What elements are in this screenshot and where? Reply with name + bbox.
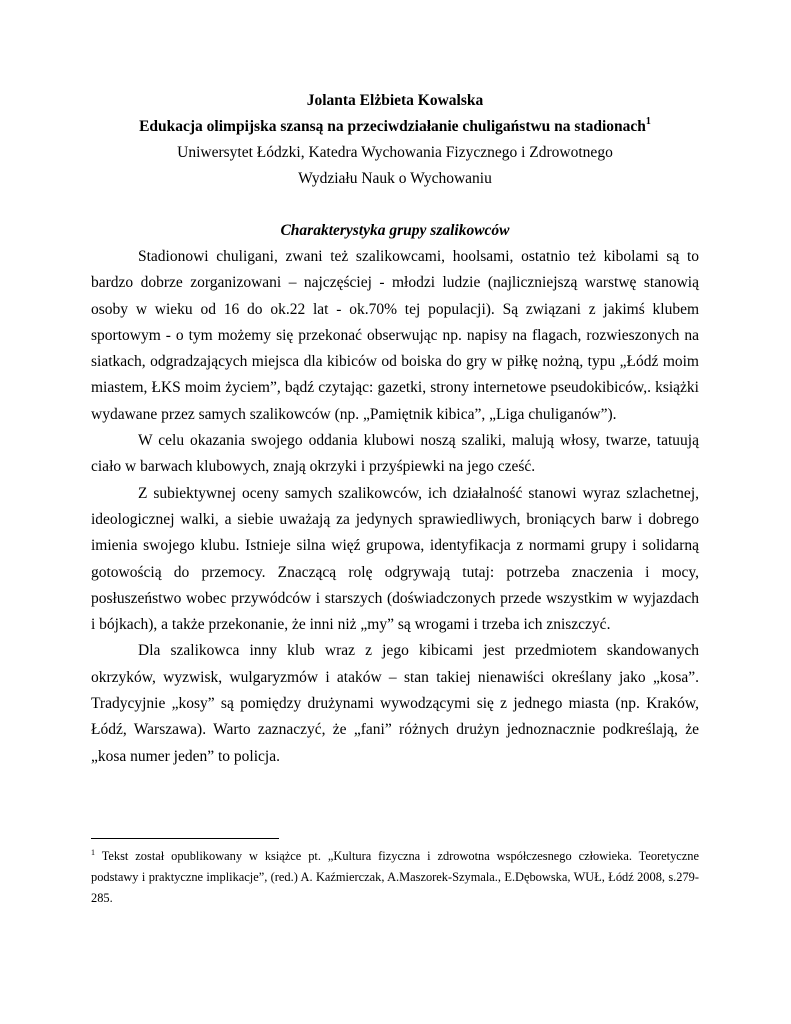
affiliation-line-2: Wydziału Nauk o Wychowaniu	[298, 170, 492, 187]
body-paragraph: Stadionowi chuligani, zwani też szalikowcami, hoolsami, ostatnio też kibolami są to bardzo dobrze zorganizowani – najczęściej - młodzi ludzie (najliczniejszą warstwę stanowią osoby w wieku od 16 do ok.22 lat - ok.70% tej populacji). Są związani z jakimś klubem sportowym - o tym możemy się przekonać obserwując np. napisy na flagach, rozwieszonych na siatkach, odgradzających miejsca dla kibiców od boiska do gry w piłkę nożną, typu „Łódź moim miastem, ŁKS moim życiem”, bądź czytając: gazetki, strony internetowe pseudokibiców,. książki wydawane przez samych szalikowców (np. „Pamiętnik kibica”, „Liga chuliganów”).	[91, 248, 699, 423]
body-paragraph: Z subiektywnej oceny samych szalikowców, ich działalność stanowi wyraz szlachetnej, ideologicznej walki, a siebie uważają za jedynych sprawiedliwych, broniących barw i dobrego imienia swojego klubu. Istnieje silna więź grupowa, identyfikacja z normami grupy i solidarną gotowością do przemocy. Znaczącą rolę odgrywają tutaj: potrzeba znaczenia i mocy, posłuszeństwo wobec przywódców i starszych (doświadczonych przede wszystkim w wyjazdach i bójkach), a także przekonanie, że inni niż „my” są wrogami i trzeba ich zniszczyć.	[91, 484, 699, 634]
affiliation-line-1: Uniwersytet Łódzki, Katedra Wychowania Fizycznego i Zdrowotnego	[177, 144, 613, 161]
paper-title	[91, 114, 699, 140]
paper-title-text: Edukacja olimpijska szansą na przeciwdziałanie chuligaństwu na stadionach	[139, 118, 646, 135]
footnote-divider	[91, 838, 279, 839]
title-footnote-mark: 1	[645, 116, 651, 127]
section-heading: Charakterystyka grupy szalikowców	[280, 222, 510, 239]
body-paragraph: Dla szalikowca inny klub wraz z jego kibicami jest przedmiotem skandowanych okrzyków, wyzwisk, wulgaryzmów i ataków – stan takiej nienawiści określany jako „kosa”. Tradycyjnie „kosy” są pomiędzy drużynami wywodzącymi się z jednego miasta (np. Kraków, Łódź, Warszawa). Warto zaznaczyć, że „fani” różnych drużyn jednoznacznie podkreślają, że „kosa numer jeden” to policja.	[91, 642, 699, 765]
body-paragraph: W celu okazania swojego oddania klubowi noszą szaliki, malują włosy, twarze, tatuują ciało w barwach klubowych, znają okrzyki i przyśpiewki na jego cześć.	[91, 432, 699, 476]
footnote-mark: 1	[91, 848, 95, 857]
footnote	[91, 846, 699, 909]
paper-page	[91, 88, 699, 770]
footnote-text: Tekst został opublikowany w książce pt. „Kultura fizyczna i zdrowotna współczesnego człowieka. Teoretyczne podstawy i praktyczne implikacje”, (red.) A. Kaźmierczak, A.Maszorek-Szymala., E.Dębowska, WUŁ, Łódź 2008, s.279-285.	[91, 849, 699, 905]
author-name: Jolanta Elżbieta Kowalska	[306, 92, 484, 109]
